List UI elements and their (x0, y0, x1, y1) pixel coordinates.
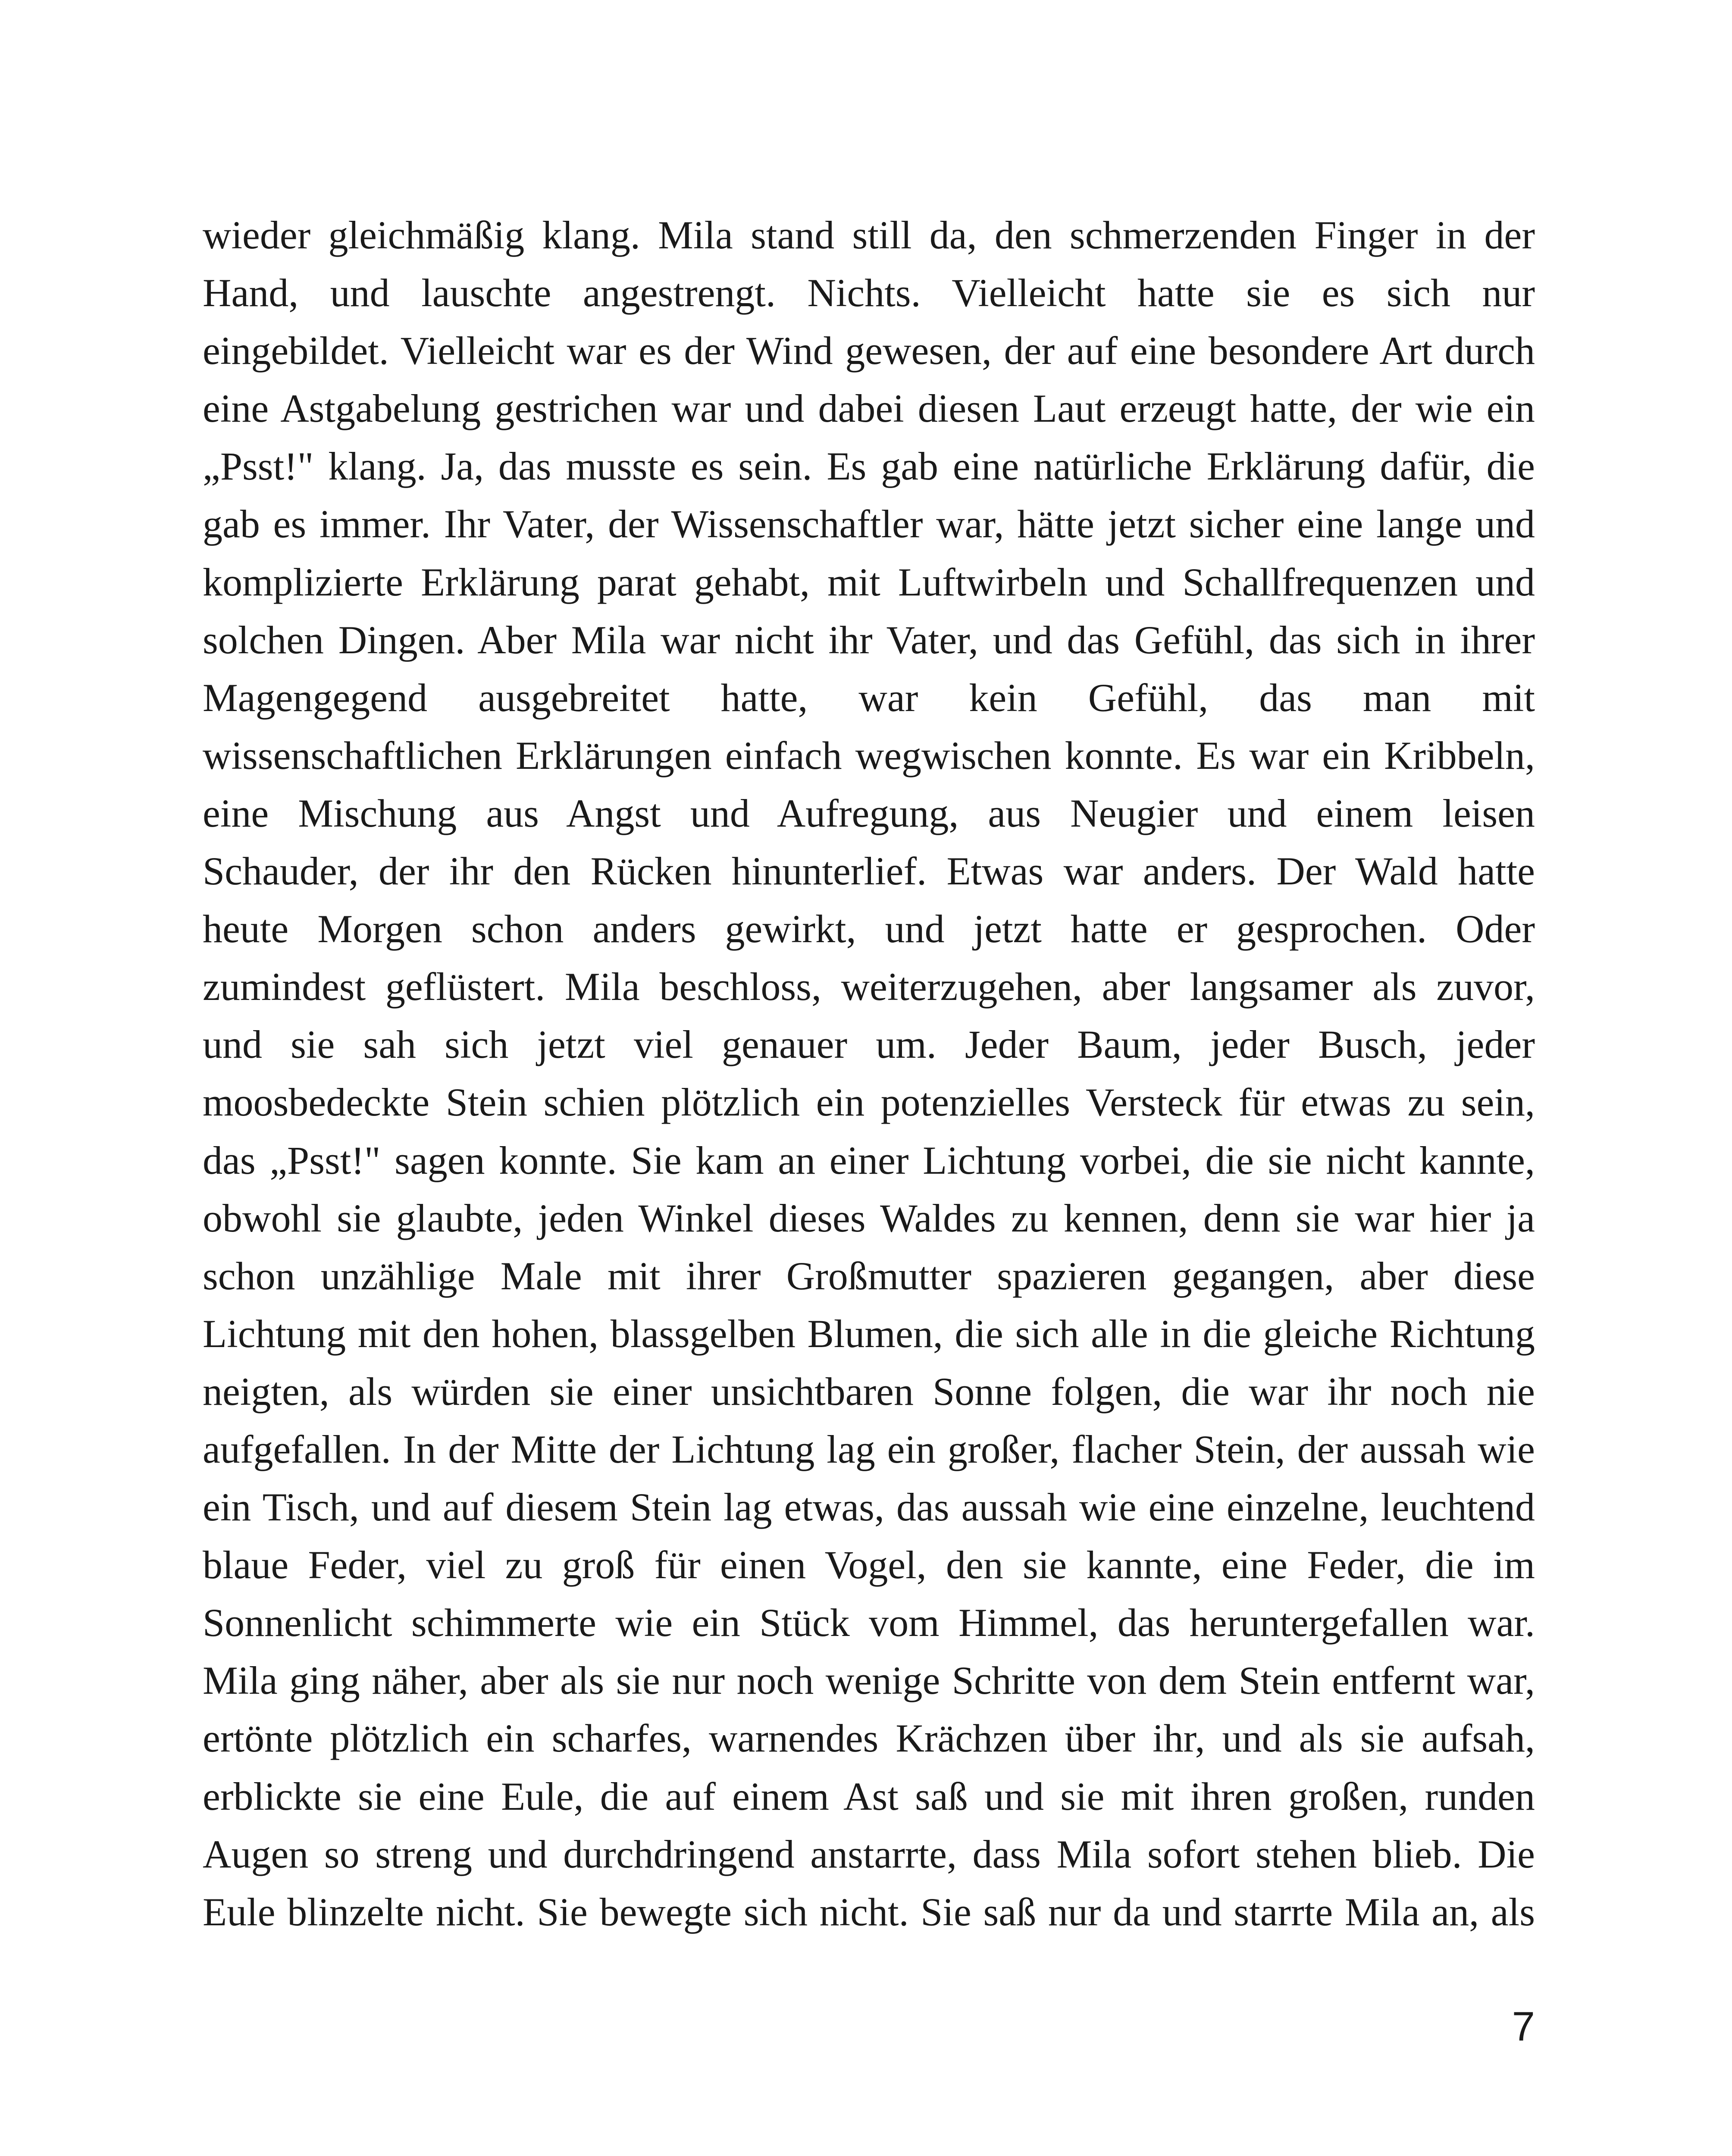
text-line: Hand, und lauschte angestrengt. Nichts. Vielleicht hatte sie es sich nur (203, 271, 1535, 315)
text-line: blaue Feder, viel zu groß für einen Vogel, den sie kannte, eine Feder, die im (203, 1543, 1535, 1587)
page-number: 7 (1512, 2003, 1535, 2049)
text-line: komplizierte Erklärung parat gehabt, mit Luftwirbeln und Schallfrequenzen und (203, 560, 1535, 604)
text-line: solchen Dingen. Aber Mila war nicht ihr Vater, und das Gefühl, das sich in ihrer (203, 617, 1535, 662)
text-line: neigten, als würden sie einer unsichtbaren Sonne folgen, die war ihr noch nie (203, 1369, 1535, 1413)
text-line: Schauder, der ihr den Rücken hinunterlief. Etwas war anders. Der Wald hatte (203, 849, 1535, 893)
text-line: Eule blinzelte nicht. Sie bewegte sich nicht. Sie saß nur da und starrte Mila an, als (203, 1890, 1535, 1934)
body-text (203, 206, 1535, 1941)
text-line: Mila ging näher, aber als sie nur noch wenige Schritte von dem Stein entfernt war, (203, 1658, 1535, 1703)
text-line: Sonnenlicht schimmerte wie ein Stück vom Himmel, das heruntergefallen war. (203, 1601, 1535, 1645)
text-line: wieder gleichmäßig klang. Mila stand still da, den schmerzenden Finger in der (203, 213, 1535, 257)
text-line: „Psst!" klang. Ja, das musste es sein. Es gab eine natürliche Erklärung dafür, die (203, 444, 1535, 489)
text-line: wissenschaftlichen Erklärungen einfach wegwischen konnte. Es war ein Kribbeln, (203, 733, 1535, 777)
text-line: eingebildet. Vielleicht war es der Wind gewesen, der auf eine besondere Art durch (203, 329, 1535, 373)
text-line: eine Mischung aus Angst und Aufregung, aus Neugier und einem leisen (203, 791, 1535, 835)
text-line: aufgefallen. In der Mitte der Lichtung lag ein großer, flacher Stein, der aussah wie (203, 1427, 1535, 1471)
text-line: moosbedeckte Stein schien plötzlich ein potenzielles Versteck für etwas zu sein, (203, 1080, 1535, 1125)
text-line: Magengegend ausgebreitet hatte, war kein Gefühl, das man mit (203, 675, 1535, 720)
text-line: Augen so streng und durchdringend anstarrte, dass Mila sofort stehen blieb. Die (203, 1832, 1535, 1876)
text-line: heute Morgen schon anders gewirkt, und jetzt hatte er gesprochen. Oder (203, 907, 1535, 951)
text-line: schon unzählige Male mit ihrer Großmutter spazieren gegangen, aber diese (203, 1253, 1535, 1298)
text-line: eine Astgabelung gestrichen war und dabei diesen Laut erzeugt hatte, der wie ein (203, 386, 1535, 431)
text-line: ein Tisch, und auf diesem Stein lag etwas, das aussah wie eine einzelne, leuchtend (203, 1485, 1535, 1529)
text-line: erblickte sie eine Eule, die auf einem Ast saß und sie mit ihren großen, runden (203, 1774, 1535, 1818)
text-line: gab es immer. Ihr Vater, der Wissenschaftler war, hätte jetzt sicher eine lange und (203, 502, 1535, 546)
text-line: und sie sah sich jetzt viel genauer um. Jeder Baum, jeder Busch, jeder (203, 1022, 1535, 1067)
text-line: ertönte plötzlich ein scharfes, warnendes Krächzen über ihr, und als sie aufsah, (203, 1716, 1535, 1761)
text-line: Lichtung mit den hohen, blassgelben Blumen, die sich alle in die gleiche Richtung (203, 1311, 1535, 1356)
text-line: obwohl sie glaubte, jeden Winkel dieses Waldes zu kennen, denn sie war hier ja (203, 1196, 1535, 1240)
text-line: das „Psst!" sagen konnte. Sie kam an einer Lichtung vorbei, die sie nicht kannte, (203, 1138, 1535, 1182)
text-line: zumindest geflüstert. Mila beschloss, weiterzugehen, aber langsamer als zuvor, (203, 965, 1535, 1009)
